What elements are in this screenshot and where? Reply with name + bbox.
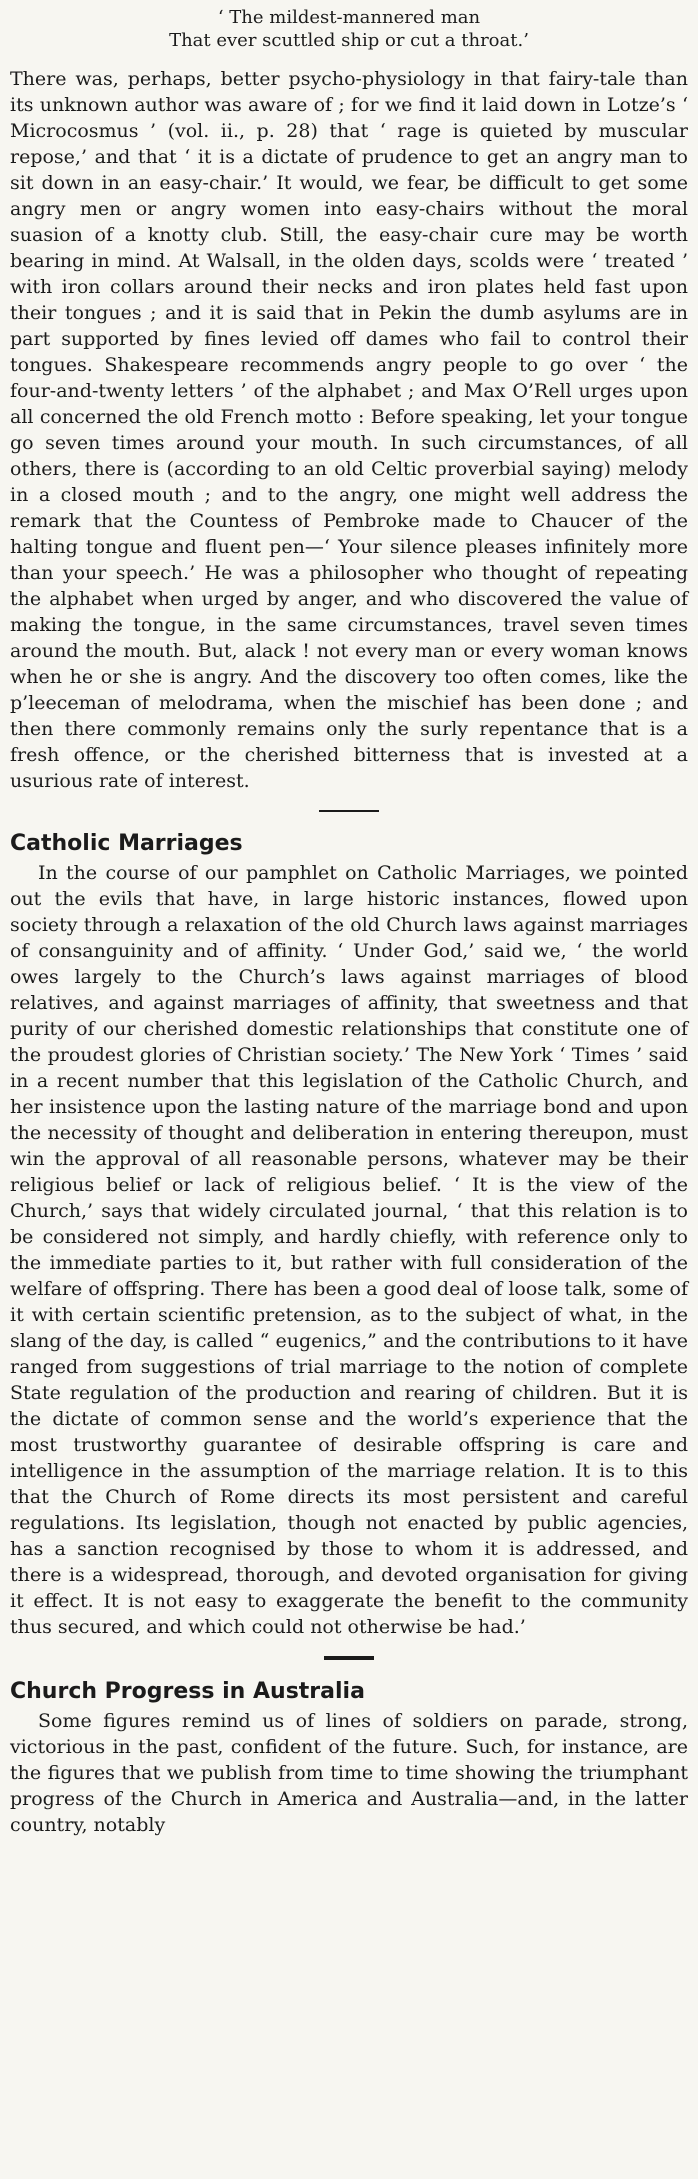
section-divider bbox=[319, 810, 379, 812]
church-progress-paragraph: Some figures remind us of lines of soldiers on parade, strong, victorious in the past, confident of the future. Such, for instance, are the figures that we publish from time to time showing the triumphant progress of the Church in America and Australia—and, in the latter country, notably bbox=[10, 1710, 688, 1836]
intro-paragraph: There was, perhaps, better psycho-physiology in that fairy-tale than its unknown author was aware of ; for we find it laid down in Lotze’s ‘ Microcosmus ’ (vol. ii., p. 28) that ‘ rage is quieted by muscular repose,’ and that ‘ it is a dictate of prudence to get an angry man to sit down in an easy-chair.’ It would, we fear, be difficult to get some angry men or angry women into easy-chairs without the moral suasion of a knotty club. Still, the easy-chair cure may be worth bearing in mind. At Walsall, in the olden days, scolds were ‘ treated ’ with iron collars around their necks and iron plates held fast upon their tongues ; and it is said that in Pekin the dumb asylums are in part supported by fines levied off dames who fail to control their tongues. Shakespeare recommends angry people to go over ‘ the four-and-twenty letters ’ of the alphabet ; and Max O’Rell urges upon all concerned the old French motto : Before speaking, let your tongue go seven times around your mouth. In such circumstances, of all others, there is (according to an old Celtic proverbial saying) melody in a closed mouth ; and to the angry, one might well address the remark that the Countess of Pembroke made to Chaucer of the halting tongue and fluent pen—‘ Your silence pleases infinitely more than your speech.’ He was a philosopher who thought of repeating the alphabet when urged by anger, and who discovered the value of making the tongue, in the same circumstances, travel seven times around the mouth. But, alack ! not every man or every woman knows when he or she is angry. And the discovery too often comes, like the p’leeceman of melodrama, when the mischief has been done ; and then there commonly remains only the surly repentance that is a fresh offence, or the cherished bitterness that is invested at a usurious rate of interest. bbox=[10, 68, 688, 792]
epigraph-line-1: ‘ The mildest-mannered man bbox=[217, 7, 481, 28]
epigraph-quote bbox=[10, 0, 688, 52]
section-heading-church-progress: Church Progress in Australia bbox=[10, 1679, 365, 1704]
catholic-marriages-paragraph: In the course of our pamphlet on Catholic Marriages, we pointed out the evils that have, in large historic instances, flowed upon society through a relaxation of the old Church laws against marriages of consanguinity and of affinity. ‘ Under God,’ said we, ‘ the world owes largely to the Church’s laws against marriages of blood relatives, and against marriages of affinity, that sweetness and that purity of our cherished domestic relationships that constitute one of the proudest glories of Christian society.’ The New York ‘ Times ’ said in a recent number that this legislation of the Catholic Church, and her insistence upon the lasting nature of the marriage bond and upon the necessity of thought and deliberation in entering thereupon, must win the approval of all reasonable persons, whatever may be their religious belief or lack of religious belief. ‘ It is the view of the Church,’ says that widely circulated journal, ‘ that this relation is to be considered not simply, and hardly chiefly, with reference only to the immediate parties to it, but rather with full consideration of the welfare of offspring. There has been a good deal of loose talk, some of it with certain scientific pretension, as to the subject of what, in the slang of the day, is called “ eugenics,” and the contributions to it have ranged from suggestions of trial marriage to the notion of complete State regulation of the production and rearing of children. But it is the dictate of common sense and the world’s experience that the most trustworthy guarantee of desirable offspring is care and intelligence in the assumption of the marriage relation. It is to this that the Church of Rome directs its most persistent and careful regulations. Its legislation, though not enacted by public agencies, has a sanction recognised by those to whom it is addressed, and there is a widespread, thorough, and devoted organisation for giving it effect. It is not easy to exaggerate the benefit to the community thus secured, and which could not otherwise be had.’ bbox=[10, 862, 688, 1638]
epigraph-line-2: That ever scuttled ship or cut a throat.’ bbox=[169, 30, 529, 51]
section-heading-catholic-marriages: Catholic Marriages bbox=[10, 831, 243, 856]
section-divider bbox=[324, 1656, 374, 1660]
